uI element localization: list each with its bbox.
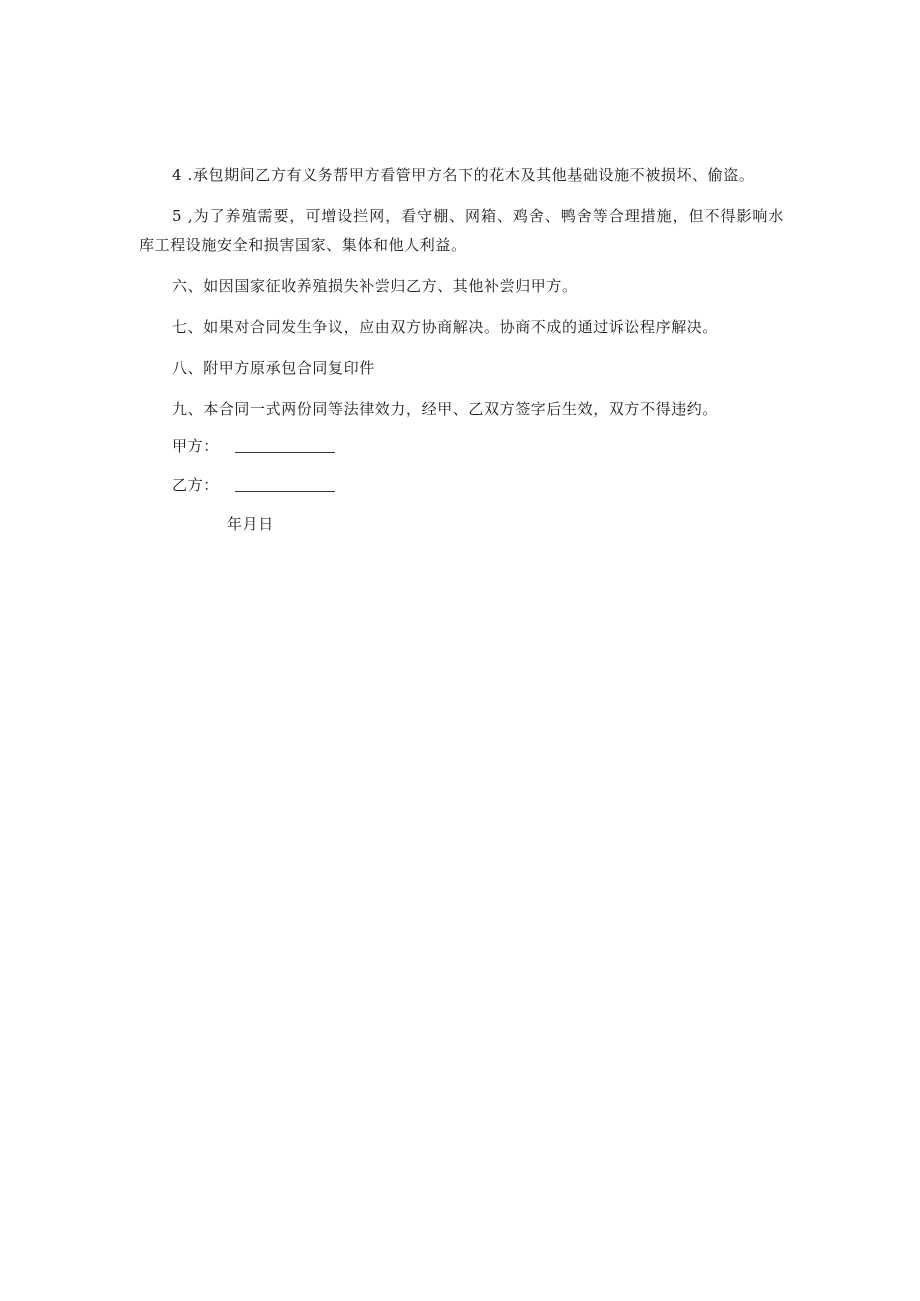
party-b-label: 乙方： <box>172 476 219 494</box>
party-b-signature-line <box>235 475 335 492</box>
party-a-signature-line <box>235 436 335 453</box>
party-a-label: 甲方： <box>172 437 219 455</box>
clause-4: 4 .承包期间乙方有义务帮甲方看管甲方名下的花木及其他基础设施不被损坏、偷盗。 <box>172 166 755 184</box>
party-a-signature-row <box>139 436 784 456</box>
signing-date: 年月日 <box>227 515 274 533</box>
contract-body <box>139 161 784 534</box>
clause-eight: 八、附甲方原承包合同复印件 <box>172 359 375 377</box>
clause-5: 5 ,为了养殖需要，可增设拦网，看守棚、网箱、鸡舍、鸭舍等合理措施，但不得影响水库工程设施安全和损害国家、集体和他人利益。 <box>139 207 784 254</box>
clause-six: 六、如因国家征收养殖损失补尝归乙方、其他补尝归甲方。 <box>172 277 578 295</box>
party-b-signature-row <box>139 475 784 495</box>
clause-nine: 九、本合同一式两份同等法律效力，经甲、乙双方签字后生效，双方不得违约。 <box>172 400 719 418</box>
clause-seven: 七、如果对合同发生争议，应由双方协商解决。协商不成的通过诉讼程序解决。 <box>172 318 719 336</box>
